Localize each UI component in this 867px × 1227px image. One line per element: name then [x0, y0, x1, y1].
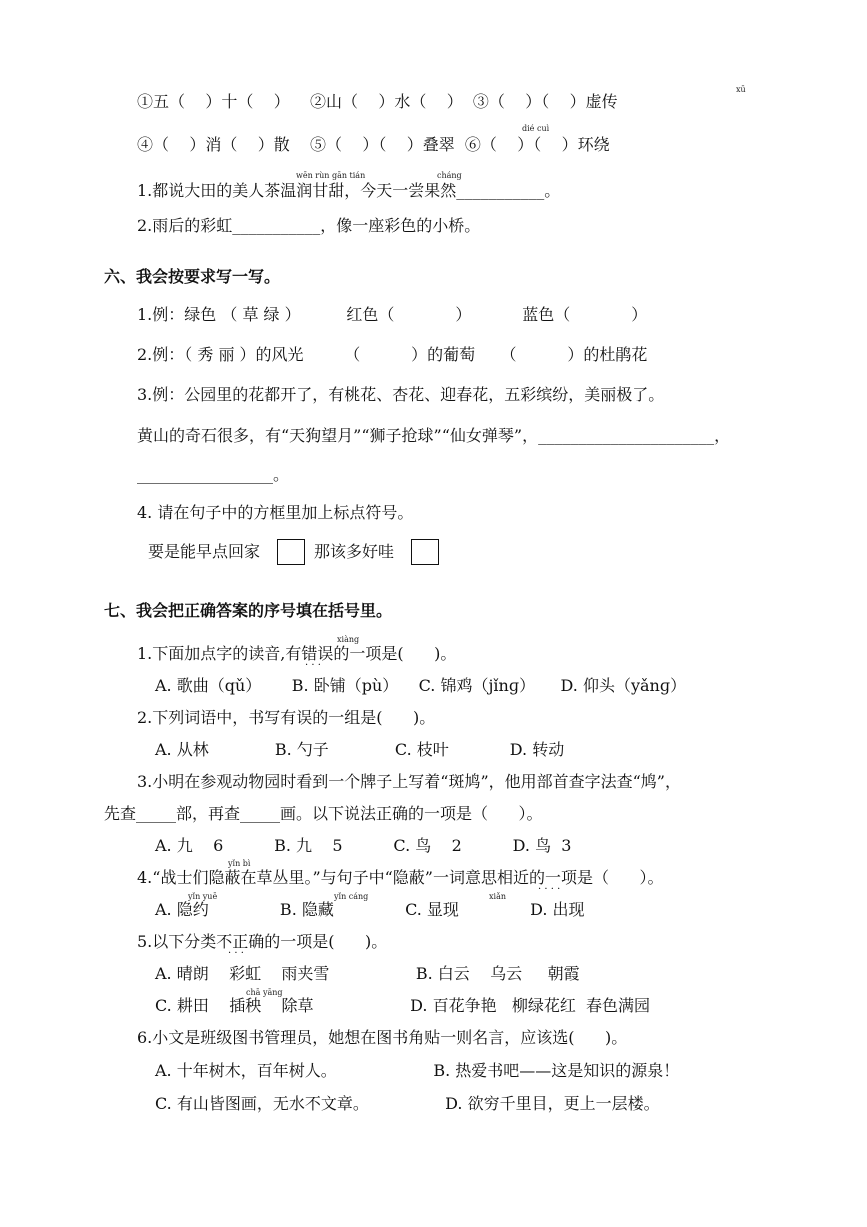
pinyin-xiang: xiàng [337, 635, 360, 644]
emphasis-dots-q4: · · · · [538, 884, 561, 895]
q1-options: A. 歌曲（qǔ） B. 卧铺（pù） C. 锦鸡（jǐnɡ） D. 仰头（yǎnɡ） [155, 676, 687, 695]
q3-stem-line-1: 3.小明在参观动物园时看到一个牌子上写着“斑鸠”，他用部首查字法查“鸠”， [137, 772, 681, 791]
pinyin-xu: xū [736, 85, 746, 94]
pinyin-diecui: dié cuì [522, 124, 550, 133]
punct-sentence-part-1: 要是能早点回家 [148, 542, 261, 561]
section-seven-title: 七、我会把正确答案的序号填在括号里。 [104, 601, 393, 620]
idiom-line-1: ①五（ ）十（ ） ②山（ ）水（ ） ③（ ）（ ）虚传 [137, 92, 618, 111]
s6-item-3: 3.例：公园里的花都开了，有桃花、杏花、迎春花，五彩缤纷，美丽极了。 [137, 385, 665, 404]
punctuation-box-1[interactable] [277, 539, 305, 565]
q2-options: A. 从林 B. 勺子 C. 枝叶 D. 转动 [155, 740, 565, 759]
q5-options-2: C. 耕田 插秧 除草 D. 百花争艳 柳绿花红 春色满园 [155, 996, 651, 1015]
q6-options-1: A. 十年树木，百年树人。 B. 热爱书吧——这是知识的源泉！ [155, 1061, 680, 1080]
s6-item-3-line-a: 黄山的奇石很多，有“天狗望月”“狮子抢球”“仙女弹琴”，______________________， [137, 426, 731, 445]
section-six-title: 六、我会按要求写一写。 [104, 267, 281, 286]
q6-stem: 6.小文是班级图书管理员，她想在图书角贴一则名言，应该选( )。 [137, 1028, 628, 1047]
pinyin-xian: xiǎn [489, 892, 506, 901]
sentence-line-2: 2.雨后的彩虹___________，像一座彩色的小桥。 [137, 216, 481, 235]
q4-options: A. 隐约 B. 隐藏 C. 显现 D. 出现 [155, 900, 585, 919]
q4-stem: 4.“战士们隐蔽在草丛里。”与句子中“隐蔽”一词意思相近的一项是（ ）。 [137, 868, 664, 887]
s6-item-4: 4. 请在句子中的方框里加上标点符号。 [137, 503, 414, 522]
punctuation-box-2[interactable] [411, 539, 439, 565]
pinyin-chang: cháng [437, 171, 462, 180]
q3-stem-line-2: 先查_____部，再查_____画。以下说法正确的一项是（ ）。 [104, 804, 543, 823]
q1-stem: 1.下面加点字的读音,有错误的一项是( )。 [137, 644, 457, 663]
emphasis-dots-q5: · · · [228, 948, 244, 959]
s6-item-2: 2.例：（ 秀 丽 ）的风光 （ ）的葡萄 （ ）的杜鹃花 [137, 345, 648, 364]
q6-options-2: C. 有山皆图画，无水不文章。 D. 欲穷千里目，更上一层楼。 [155, 1094, 660, 1113]
q3-options: A. 九 6 B. 九 5 C. 鸟 2 D. 鸟 3 [155, 836, 572, 855]
sentence-line-1: 1.都说大田的美人茶温润甘甜，今天一尝果然___________。 [137, 181, 561, 200]
pinyin-yinyue: yǐn yuē [188, 892, 218, 901]
pinyin-yincang: yǐn cáng [334, 892, 369, 901]
punct-sentence-part-2: 那该多好哇 [314, 542, 395, 561]
q5-options-1: A. 晴朗 彩虹 雨夹雪 B. 白云 乌云 朝霞 [155, 964, 580, 983]
pinyin-yinbi: yǐn bì [228, 859, 251, 868]
q2-stem: 2.下列词语中，书写有误的一组是( )。 [137, 708, 436, 727]
s6-item-3-line-b: _________________。 [137, 465, 290, 484]
pinyin-wenrun: wēn rùn gān tián [296, 171, 366, 180]
emphasis-dots-q1: · · · [305, 660, 321, 671]
pinyin-chayang: chā yāng [246, 988, 283, 997]
idiom-line-2: ④（ ）消（ ）散 ⑤（ ）（ ）叠翠 ⑥（ ）（ ）环绕 [137, 135, 610, 154]
q5-stem: 5.以下分类不正确的一项是( )。 [137, 932, 388, 951]
s6-item-1: 1.例：绿色 （ 草 绿 ） 红色（ ） 蓝色（ ） [137, 305, 648, 324]
